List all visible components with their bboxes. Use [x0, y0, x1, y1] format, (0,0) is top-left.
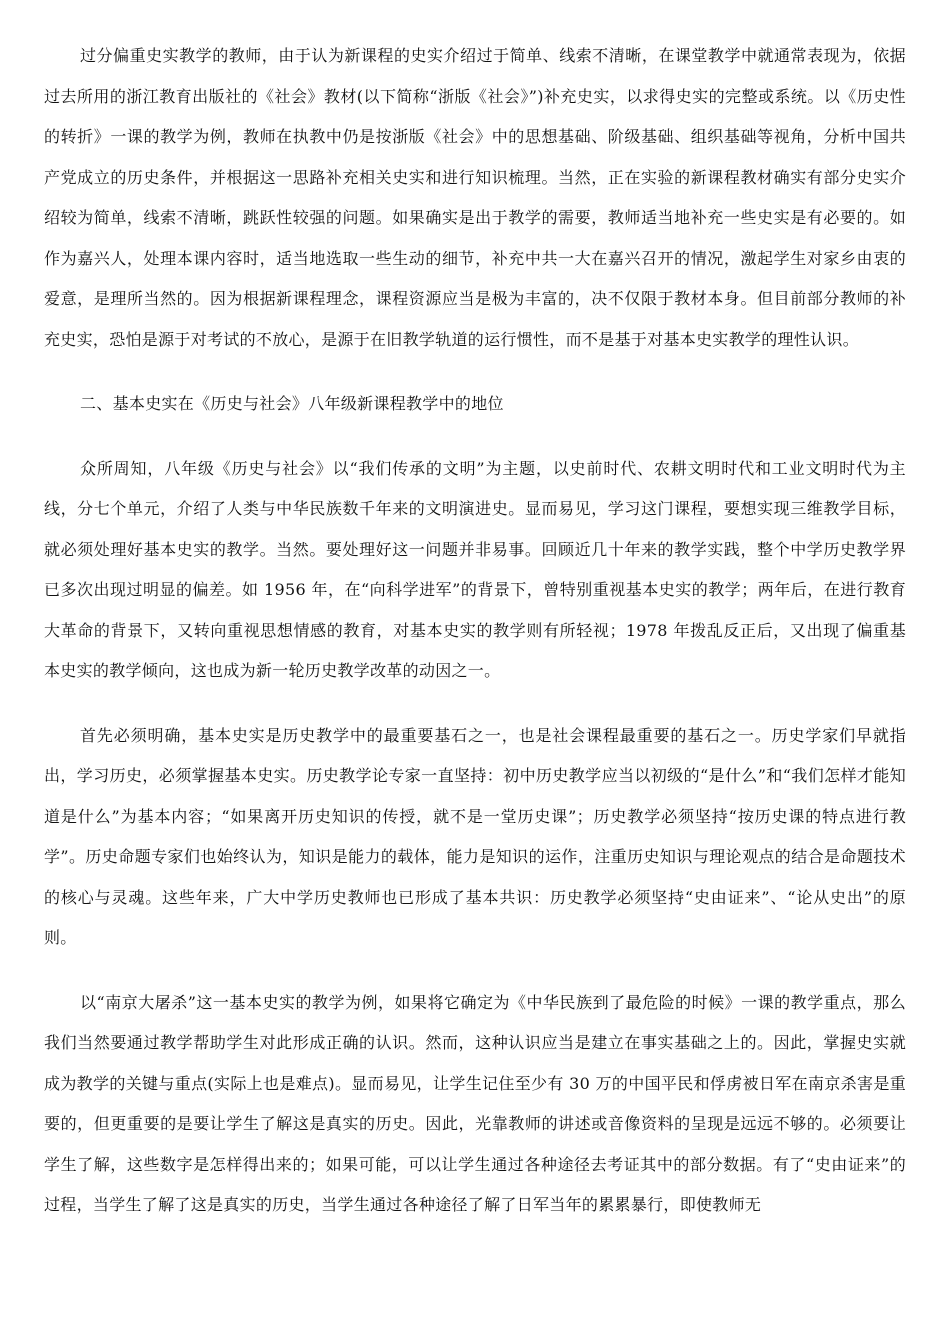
paragraph-basic-facts-foundation: 首先必须明确，基本史实是历史教学中的最重要基石之一，也是社会课程最重要的基石之一。历史学家们早就指出，学习历史，必须掌握基本史实。历史教学论专家一直坚持：初中历史教学应当以初级的“是什么”和“我们怎样才能知道是什么”为基本内容；“如果离开历史知识的传授，就不是一堂历史课”；历史教学必须坚持“按历史课的特点进行教学”。历史命题专家们也始终认为，知识是能力的载体，能力是知识的运作，注重历史知识与理论观点的结合是命题技术的核心与灵魂。这些年来，广大中学历史教师也已形成了基本共识：历史教学必须坚持“史由证来”、“论从史出”的原则。	[44, 725, 906, 947]
section-heading: 二、基本史实在《历史与社会》八年级新课程教学中的地位	[80, 394, 504, 413]
paragraph-supplementary-facts: 过分偏重史实教学的教师，由于认为新课程的史实介绍过于简单、线索不清晰，在课堂教学中就通常表现为，依据过去所用的浙江教育出版社的《社会》教材(以下简称“浙版《社会》”)补充史实，以求得史实的完整或系统。以《历史性的转折》一课的教学为例，教师在执教中仍是按浙版《社会》中的思想基础、阶级基础、组织基础等视角，分析中国共产党成立的历史条件，并根据这一思路补充相关史实和进行知识梳理。当然，正在实验的新课程教材确实有部分史实介绍较为简单，线索不清晰，跳跃性较强的问题。如果确实是出于教学的需要，教师适当地补充一些史实是有必要的。如作为嘉兴人，处理本课内容时，适当地选取一些生动的细节，补充中共一大在嘉兴召开的情况，激起学生对家乡由衷的爱意，是理所当然的。因为根据新课程理念，课程资源应当是极为丰富的，决不仅限于教材本身。但目前部分教师的补充史实，恐怕是源于对考试的不放心，是源于在旧教学轨道的运行惯性，而不是基于对基本史实教学的理性认识。	[44, 46, 906, 349]
document-page	[44, 36, 906, 1250]
paragraph-nanjing-example: 以“南京大屠杀”这一基本史实的教学为例，如果将它确定为《中华民族到了最危险的时候》一课的教学重点，那么我们当然要通过教学帮助学生对此形成正确的认识。然而，这种认识应当是建立在事实基础之上的。因此，掌握史实就成为教学的关键与重点(实际上也是难点)。显而易见，让学生记住至少有 30 万的中国平民和俘虏被日军在南京杀害是重要的，但更重要的是要让学生了解这是真实的历史。因此，光靠教师的讲述或音像资料的呈现是远远不够的。必须要让学生了解，这些数字是怎样得出来的；如果可能，可以让学生通过各种途径去考证其中的部分数据。有了“史由证来”的过程，当学生了解了这是真实的历史，当学生通过各种途径了解了日军当年的累累暴行，即使教师无	[44, 992, 906, 1214]
paragraph-curriculum-overview: 众所周知，八年级《历史与社会》以“我们传承的文明”为主题，以史前时代、农耕文明时代和工业文明时代为主线，分七个单元，介绍了人类与中华民族数千年来的文明演进史。显而易见，学习这门课程，要想实现三维教学目标，就必须处理好基本史实的教学。当然。要处理好这一问题并非易事。回顾近几十年来的教学实践，整个中学历史教学界已多次出现过明显的偏差。如 1956 年，在“向科学进军”的背景下，曾特别重视基本史实的教学；两年后，在进行教育大革命的背景下，又转向重视思想情感的教育，对基本史实的教学则有所轻视；1978 年拨乱反正后，又出现了偏重基本史实的教学倾向，这也成为新一轮历史教学改革的动因之一。	[44, 458, 906, 680]
